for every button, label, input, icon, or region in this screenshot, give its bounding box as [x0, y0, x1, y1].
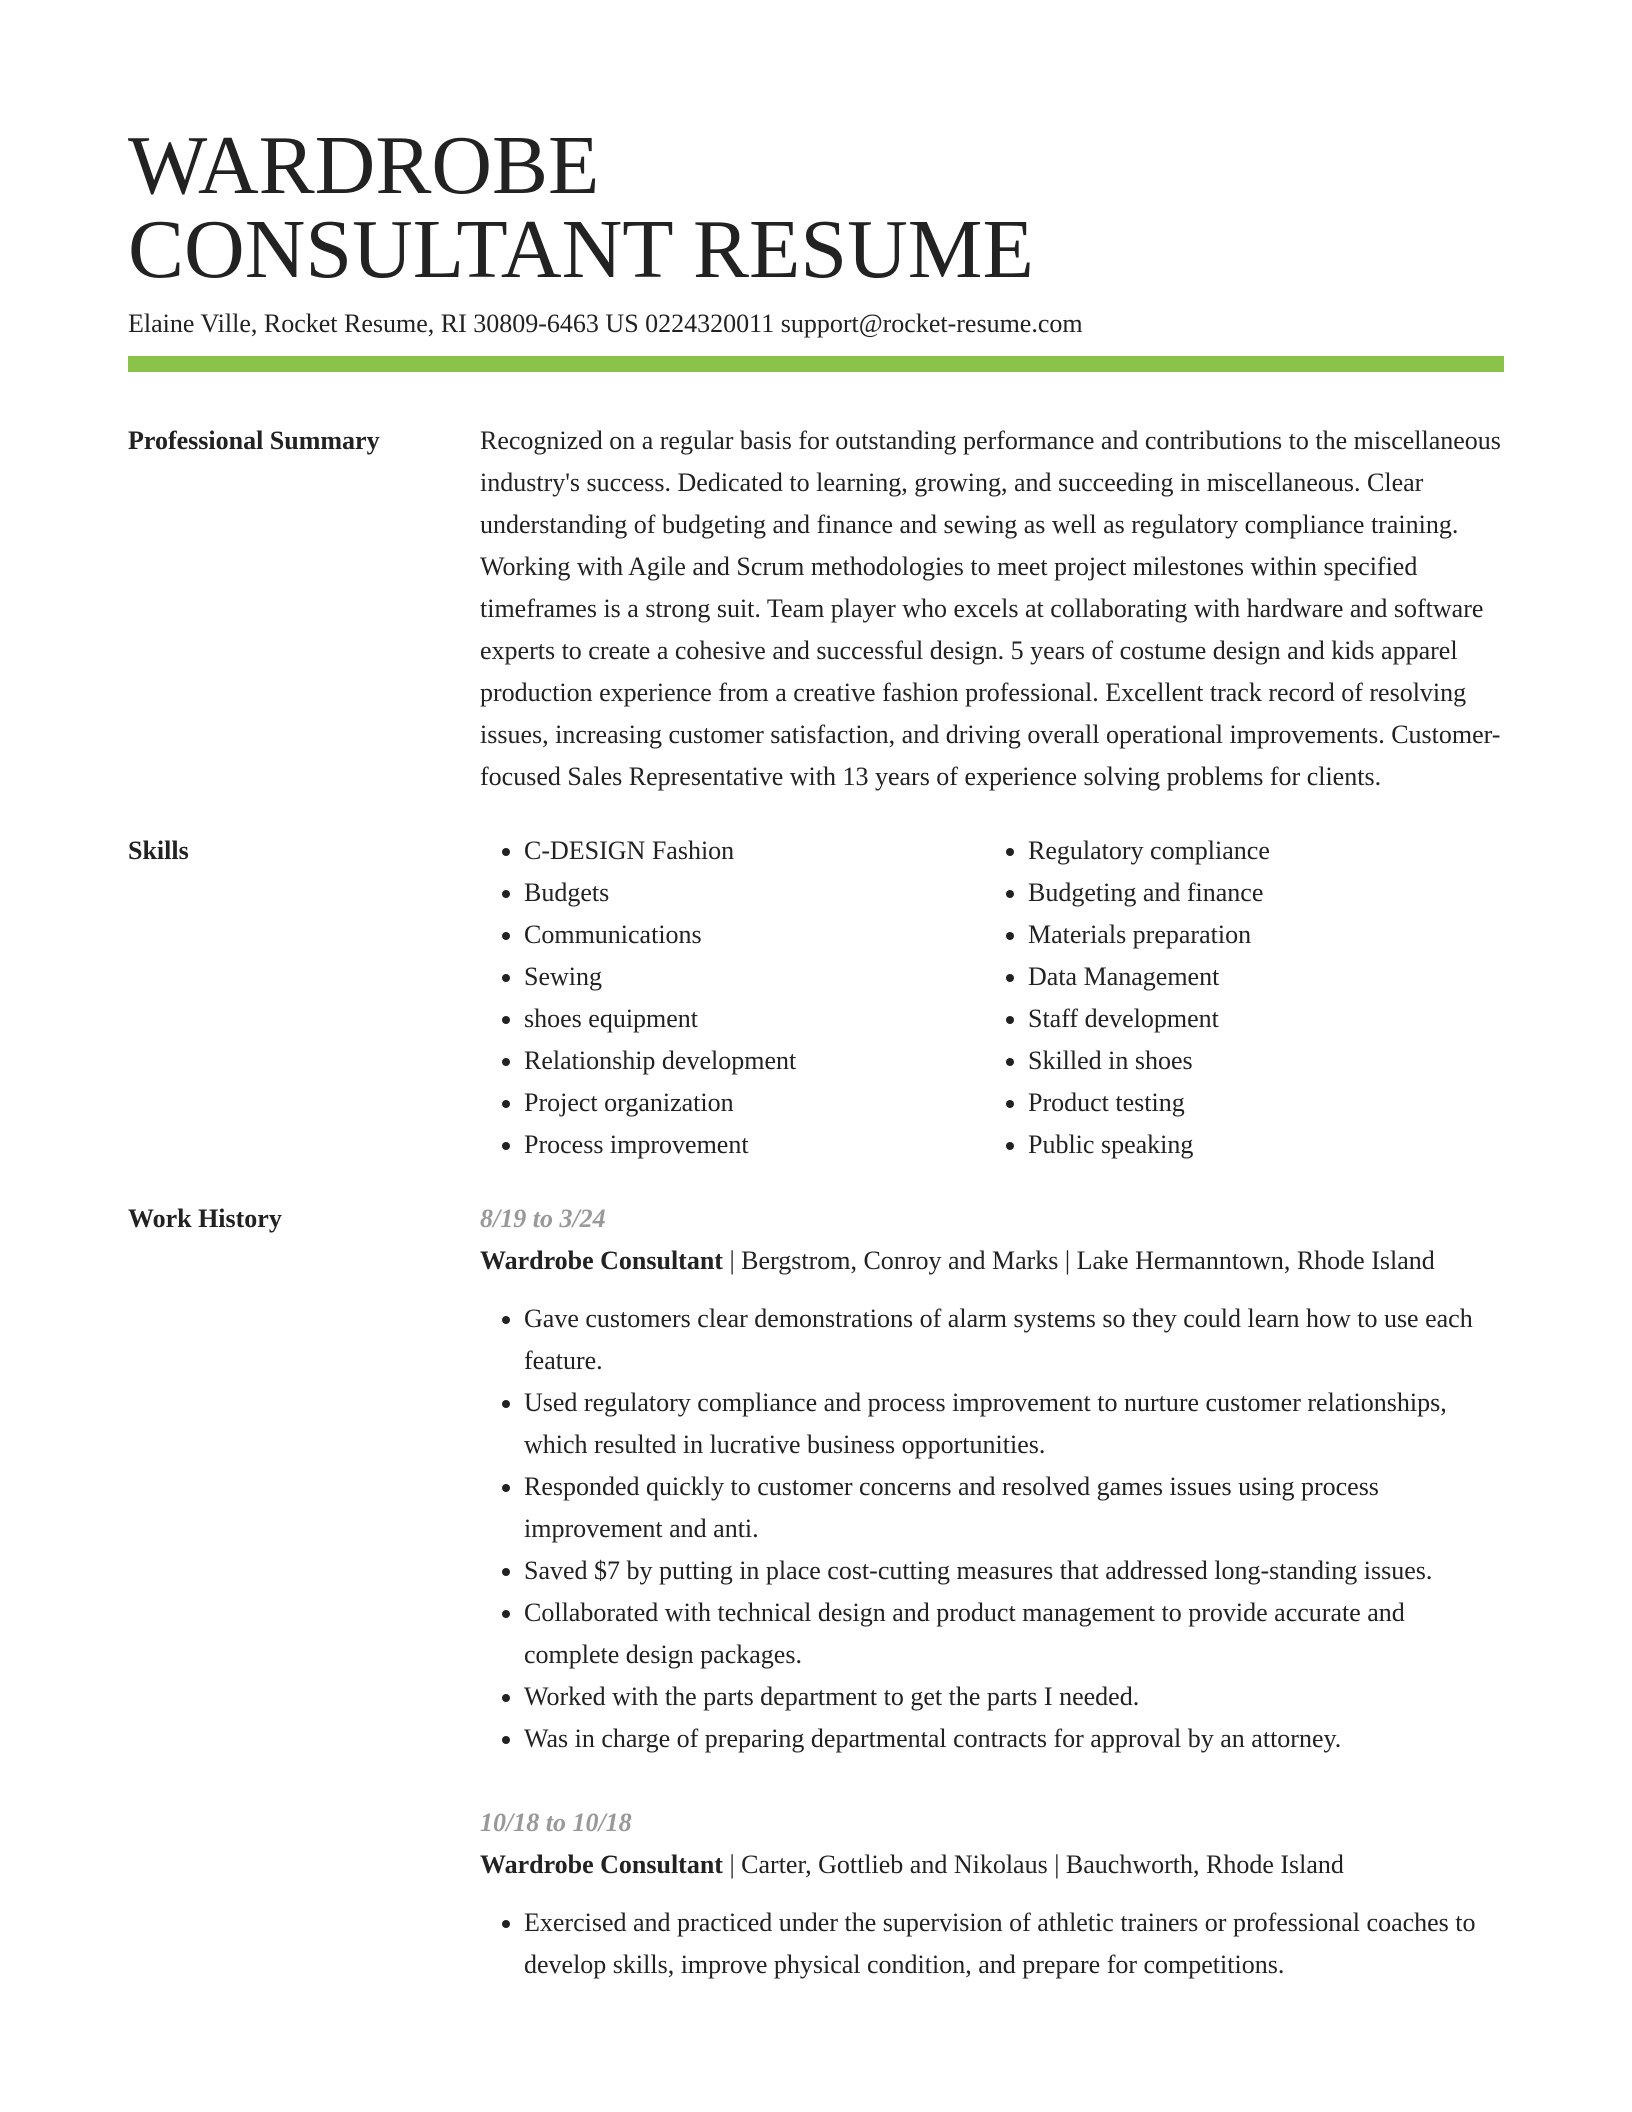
skill-item: • Public speaking: [1028, 1124, 1488, 1166]
skill-item: • Budgeting and finance: [1028, 872, 1488, 914]
job-title: Wardrobe Consultant: [480, 1850, 723, 1879]
skills-body: [480, 830, 1504, 1166]
summary-label: Professional Summary: [128, 426, 380, 455]
title-line-2: CONSULTANT RESUME: [128, 203, 1034, 296]
skills-list-2: [984, 830, 1488, 1166]
skills-section: [128, 830, 1504, 1166]
skill-item: • Data Management: [1028, 956, 1488, 998]
skill-item: • Budgets: [524, 872, 984, 914]
skill-item: • shoes equipment: [524, 998, 984, 1040]
skills-column-1: [480, 830, 984, 1166]
work-history-label: Work History: [128, 1204, 282, 1233]
skill-item: • Sewing: [524, 956, 984, 998]
job-bullet: • Gave customers clear demonstrations of alarm systems so they could learn how to use each feature.: [524, 1298, 1504, 1382]
skill-item: • Materials preparation: [1028, 914, 1488, 956]
job-heading: [480, 1240, 1504, 1282]
job-date: 10/18 to 10/18: [480, 1808, 632, 1837]
job-bullet: • Used regulatory compliance and process improvement to nurture customer relationships, which resulted in lucrative business opportunities.: [524, 1382, 1504, 1466]
job-details: | Carter, Gottlieb and Nikolaus | Bauchworth, Rhode Island: [722, 1850, 1344, 1879]
contact-info: Elaine Ville, Rocket Resume, RI 30809-6463 US 0224320011 support@rocket-resume.com: [128, 309, 1083, 338]
job-bullet: • Was in charge of preparing departmental contracts for approval by an attorney.: [524, 1718, 1504, 1760]
job-bullets: [480, 1298, 1504, 1760]
skill-item: • Project organization: [524, 1082, 984, 1124]
accent-divider: [128, 356, 1504, 372]
skill-item: • Communications: [524, 914, 984, 956]
skill-item: • C-DESIGN Fashion: [524, 830, 984, 872]
skills-column-2: [984, 830, 1488, 1166]
skill-item: • Skilled in shoes: [1028, 1040, 1488, 1082]
job-bullet: • Collaborated with technical design and product management to provide accurate and complete design packages.: [524, 1592, 1504, 1676]
job-bullet: • Worked with the parts department to get the parts I needed.: [524, 1676, 1504, 1718]
job-bullets: [480, 1902, 1504, 1986]
job-bullet: • Responded quickly to customer concerns and resolved games issues using process improvement and anti.: [524, 1466, 1504, 1550]
resume-title: [128, 119, 1504, 296]
job-date: 8/19 to 3/24: [480, 1204, 606, 1233]
skills-list-1: [480, 830, 984, 1166]
skill-item: • Product testing: [1028, 1082, 1488, 1124]
job-bullet: • Saved $7 by putting in place cost-cutting measures that addressed long-standing issues.: [524, 1550, 1504, 1592]
skill-item: • Process improvement: [524, 1124, 984, 1166]
skill-item: • Staff development: [1028, 998, 1488, 1040]
job-entry: [480, 1802, 1504, 1986]
work-history-section: [128, 1198, 1504, 2028]
summary-body: [480, 420, 1504, 798]
job-details: | Bergstrom, Conroy and Marks | Lake Hermanntown, Rhode Island: [722, 1246, 1435, 1275]
job-title: Wardrobe Consultant: [480, 1246, 723, 1275]
work-history-body: [480, 1198, 1504, 2028]
title-line-1: WARDROBE: [128, 119, 600, 212]
summary-section: [128, 420, 1504, 798]
summary-text: Recognized on a regular basis for outstanding performance and contributions to the miscellaneous industry's success. Dedicated to learning, growing, and succeeding in miscellaneous. Clear understanding of budgeting and finance and sewing as well as regulatory compliance training. Working with Agile and Scrum methodologies to meet project milestones within specified timeframes is a strong suit. Team player who excels at collaborating with hardware and software experts to create a cohesive and successful design. 5 years of costume design and kids apparel production experience from a creative fashion professional. Excellent track record of resolving issues, increasing customer satisfaction, and driving overall operational improvements. Customer-focused Sales Representative with 13 years of experience solving problems for clients.: [480, 426, 1501, 791]
skill-item: • Relationship development: [524, 1040, 984, 1082]
job-entry: [480, 1198, 1504, 1760]
skill-item: • Regulatory compliance: [1028, 830, 1488, 872]
skills-label: Skills: [128, 836, 189, 865]
job-bullet: • Exercised and practiced under the supervision of athletic trainers or professional coaches to develop skills, improve physical condition, and prepare for competitions.: [524, 1902, 1504, 1986]
job-heading: [480, 1844, 1504, 1886]
